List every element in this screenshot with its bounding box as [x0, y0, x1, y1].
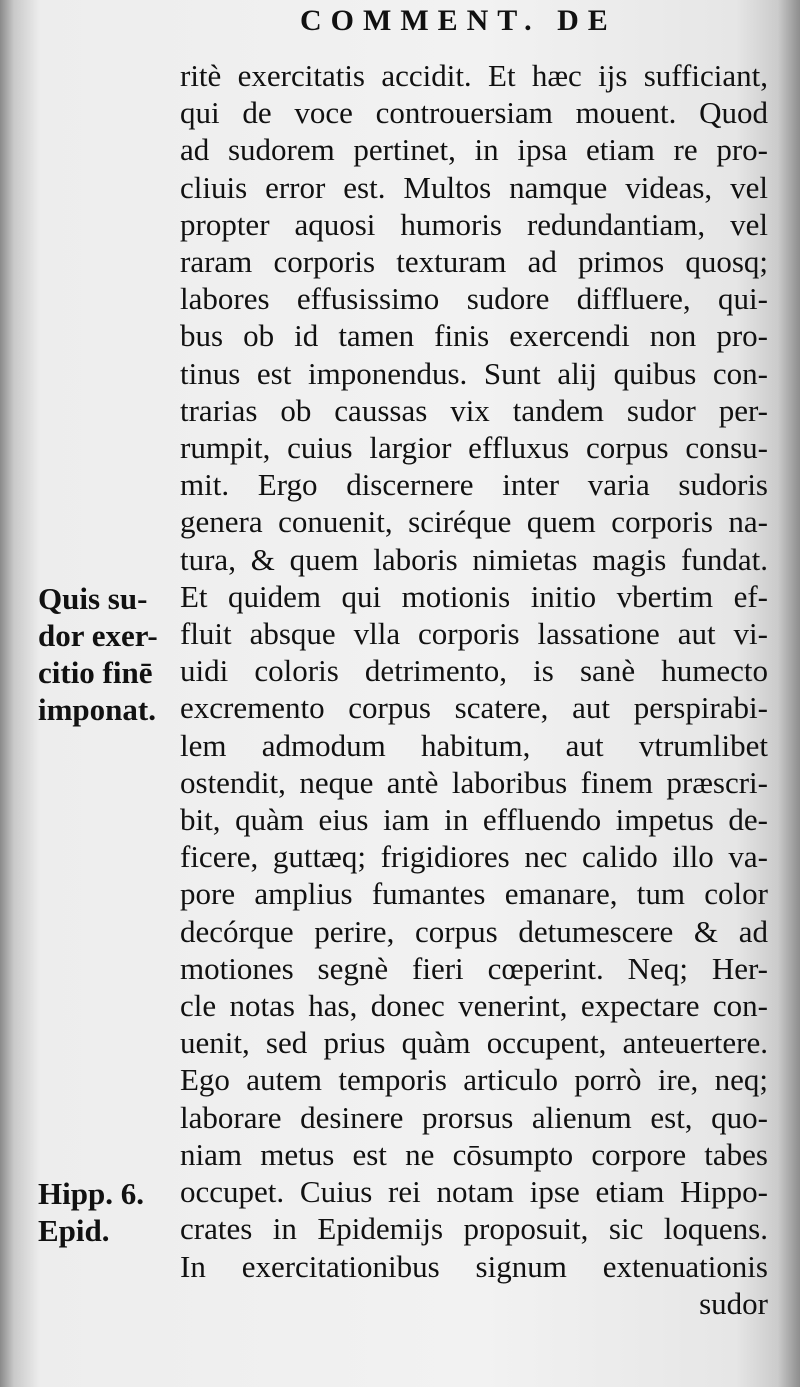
- page-edge-shadow: [778, 0, 800, 1387]
- text-line: cliuis error est. Multos namque videas, vel: [180, 169, 768, 205]
- text-line: labores effusissimo sudore diffluere, qui-: [180, 281, 768, 317]
- text-line: tinus est imponendus. Sunt alij quibus con-: [180, 355, 768, 391]
- margin-note-line: Quis su-: [38, 581, 148, 616]
- text-line: tura, & quem laboris nimietas magis fundat.: [180, 541, 768, 577]
- text-line: uenit, sed prius quàm occupent, anteuertere.: [180, 1025, 768, 1061]
- text-line: crates in Epidemijs proposuit, sic loquens.: [180, 1211, 768, 1247]
- text-line: Ego autem temporis articulo porrò ire, neq;: [180, 1062, 768, 1098]
- text-line: trarias ob caussas vix tandem sudor per-: [180, 392, 768, 428]
- text-line: Et quidem qui motionis initio vbertim ef-: [180, 578, 768, 614]
- text-line: bus ob id tamen finis exercendi non pro-: [180, 318, 768, 354]
- catchword: sudor: [699, 1285, 768, 1321]
- margin-note-line: dor exer-: [38, 618, 158, 653]
- text-line: uidi coloris detrimento, is sanè humecto: [180, 653, 768, 689]
- text-line: occupet. Cuius rei notam ipse etiam Hippo-: [180, 1174, 768, 1210]
- text-line: pore amplius fumantes emanare, tum color: [180, 876, 768, 912]
- text-line: niam metus est ne cōsumpto corpore tabes: [180, 1136, 768, 1172]
- text-line: excremento corpus scatere, aut perspirabi-: [180, 690, 768, 726]
- text-line: cle notas has, donec venerint, expectare con-: [180, 988, 768, 1024]
- text-line: laborare desinere prorsus alienum est, quo-: [180, 1099, 768, 1135]
- text-line: raram corporis texturam ad primos quosq;: [180, 244, 768, 280]
- margin-note-line: Epid.: [38, 1213, 110, 1248]
- text-line: motiones segnè fieri cœperint. Neq; Her-: [180, 950, 768, 986]
- running-header: [300, 4, 720, 48]
- text-line: rumpit, cuius largior effluxus corpus consu-: [180, 430, 768, 466]
- text-line: fluit absque vlla corporis lassatione aut vi-: [180, 616, 768, 652]
- main-text-column: [180, 57, 768, 1322]
- text-line: mit. Ergo discernere inter varia sudoris: [180, 467, 768, 503]
- margin-note-hippocrates: [38, 1175, 144, 1249]
- text-line: genera conuenit, sciréque quem corporis na-: [180, 504, 768, 540]
- text-line: In exercitationibus signum extenuationis: [180, 1248, 768, 1284]
- text-line: ostendit, neque antè laboribus finem præscri-: [180, 764, 768, 800]
- text-line: ad sudorem pertinet, in ipsa etiam re pro-: [180, 132, 768, 168]
- running-title: COMMENT. DE: [300, 4, 617, 37]
- margin-note-line: citio finē: [38, 655, 153, 690]
- text-line: bit, quàm eius iam in effluendo impetus de-: [180, 802, 768, 838]
- text-line: qui de voce controuersiam mouent. Quod: [180, 95, 768, 131]
- text-line: lem admodum habitum, aut vtrumlibet: [180, 727, 768, 763]
- text-line: ficere, guttæq; frigidiores nec calido illo va-: [180, 839, 768, 875]
- text-line: ritè exercitatis accidit. Et hæc ijs sufficiant,: [180, 58, 768, 93]
- margin-note-line: imponat.: [38, 692, 156, 727]
- margin-note-sweat: [38, 580, 158, 728]
- text-line: propter aquosi humoris redundantiam, vel: [180, 206, 768, 242]
- margin-note-line: Hipp. 6.: [38, 1176, 144, 1211]
- text-line: decórque perire, corpus detumescere & ad: [180, 913, 768, 949]
